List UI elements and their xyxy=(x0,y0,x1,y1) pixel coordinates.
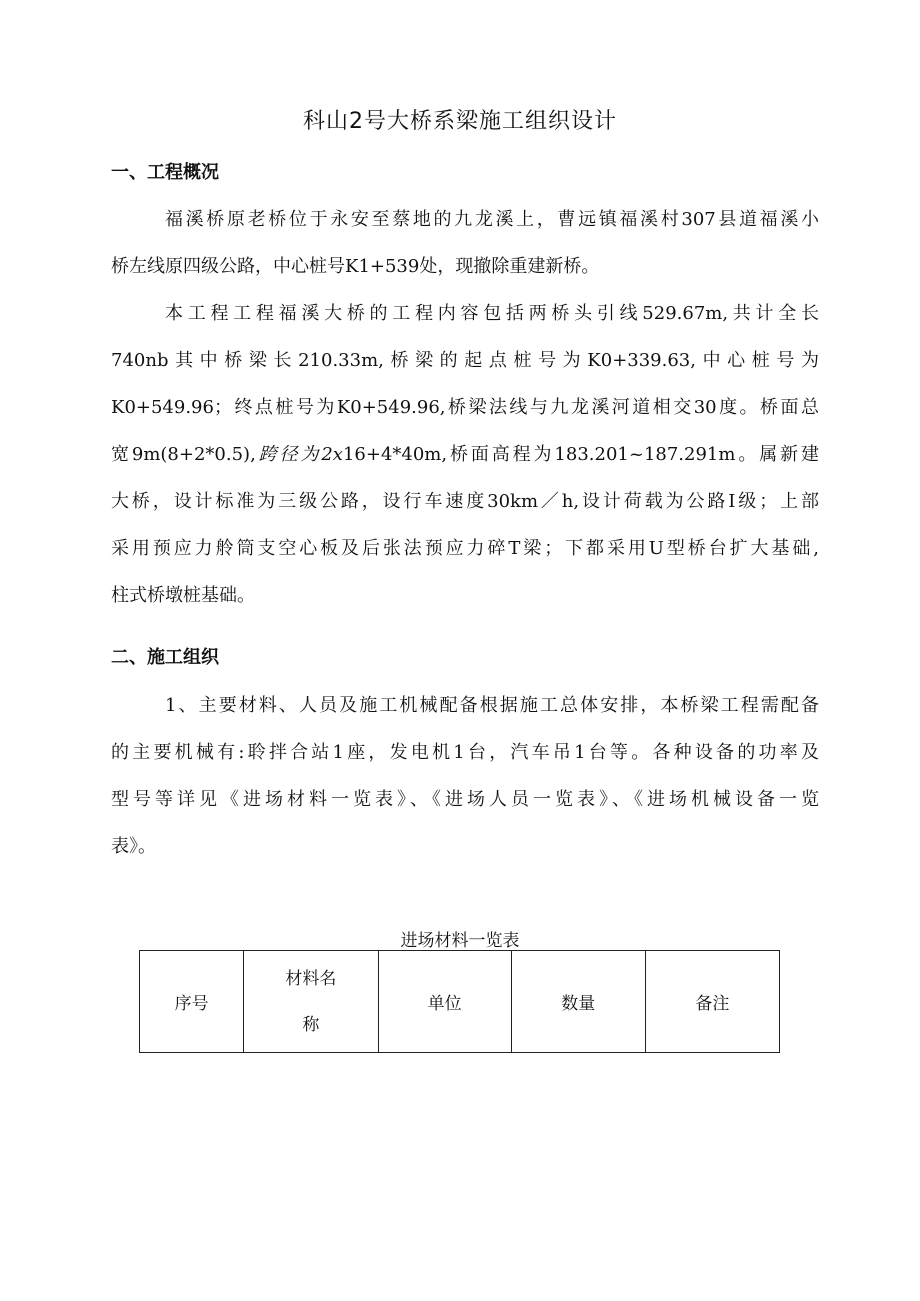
header-material-name xyxy=(244,951,378,1053)
line-segment: 宽9m(8+2*0.5), xyxy=(111,444,256,465)
header-unit: 单位 xyxy=(378,951,511,1053)
line-segment: 16+4*40m,桥面高程为183.201~187.291m。属新建 xyxy=(342,444,820,465)
paragraph-line: 本工程工程福溪大桥的工程内容包括两桥头引线529.67m,共计全长 xyxy=(165,303,819,324)
materials-table xyxy=(139,950,780,1053)
section-heading-overview: 一、工程概况 xyxy=(111,162,219,183)
organization-paragraph xyxy=(111,682,819,870)
document-title: 科山2号大桥系梁施工组织设计 xyxy=(303,109,617,134)
header-quantity: 数量 xyxy=(511,951,645,1053)
paragraph-line: 的主要机械有:聆拌合站1座，发电机1台，汽车吊1台等。各种设备的功率及 xyxy=(111,742,819,763)
paragraph-line: 柱式桥墩桩基础。 xyxy=(111,585,255,606)
header-name-line: 材料名 xyxy=(285,968,337,989)
paragraph-line: 福溪桥原老桥位于永安至蔡地的九龙溪上，曹远镇福溪村307县道福溪小 xyxy=(165,209,819,230)
paragraph-line: 桥左线原四级公路，中心桩号K1+539处，现撤除重建新桥。 xyxy=(111,256,600,277)
paragraph-line: 大桥，设计标准为三级公路，设行车速度30km／h,设计荷载为公路Ⅰ级；上部 xyxy=(111,491,819,512)
section-heading-organization: 二、施工组织 xyxy=(111,647,219,668)
header-name-line: 称 xyxy=(302,1014,320,1035)
paragraph-line: 型号等详见《进场材料一览表》、《进场人员一览表》、《进场机械设备一览 xyxy=(111,789,819,810)
italic-segment: 跨径为2x xyxy=(255,444,343,465)
paragraph-line xyxy=(111,431,819,478)
paragraph-line: K0+549.96；终点桩号为K0+549.96,桥梁法线与九龙溪河道相交30度。桥面总 xyxy=(111,397,819,418)
paragraph-line: 表》。 xyxy=(111,836,156,857)
overview-paragraph-1 xyxy=(111,196,819,290)
header-remark: 备注 xyxy=(645,951,779,1053)
header-seq: 序号 xyxy=(140,951,244,1053)
paragraph-line: 1、主要材料、人员及施工机械配备根据施工总体安排，本桥梁工程需配备 xyxy=(165,695,819,716)
paragraph-line: 采用预应力舲筒支空心板及后张法预应力碎T梁；下都采用U型桥台扩大基础, xyxy=(111,538,819,559)
paragraph-line: 740nb其中桥梁长210.33m,桥梁的起点桩号为K0+339.63,中心桩号为 xyxy=(111,350,819,371)
table-caption: 进场材料一览表 xyxy=(400,931,520,951)
overview-paragraph-2 xyxy=(111,290,819,619)
table-header-row xyxy=(140,951,780,1053)
